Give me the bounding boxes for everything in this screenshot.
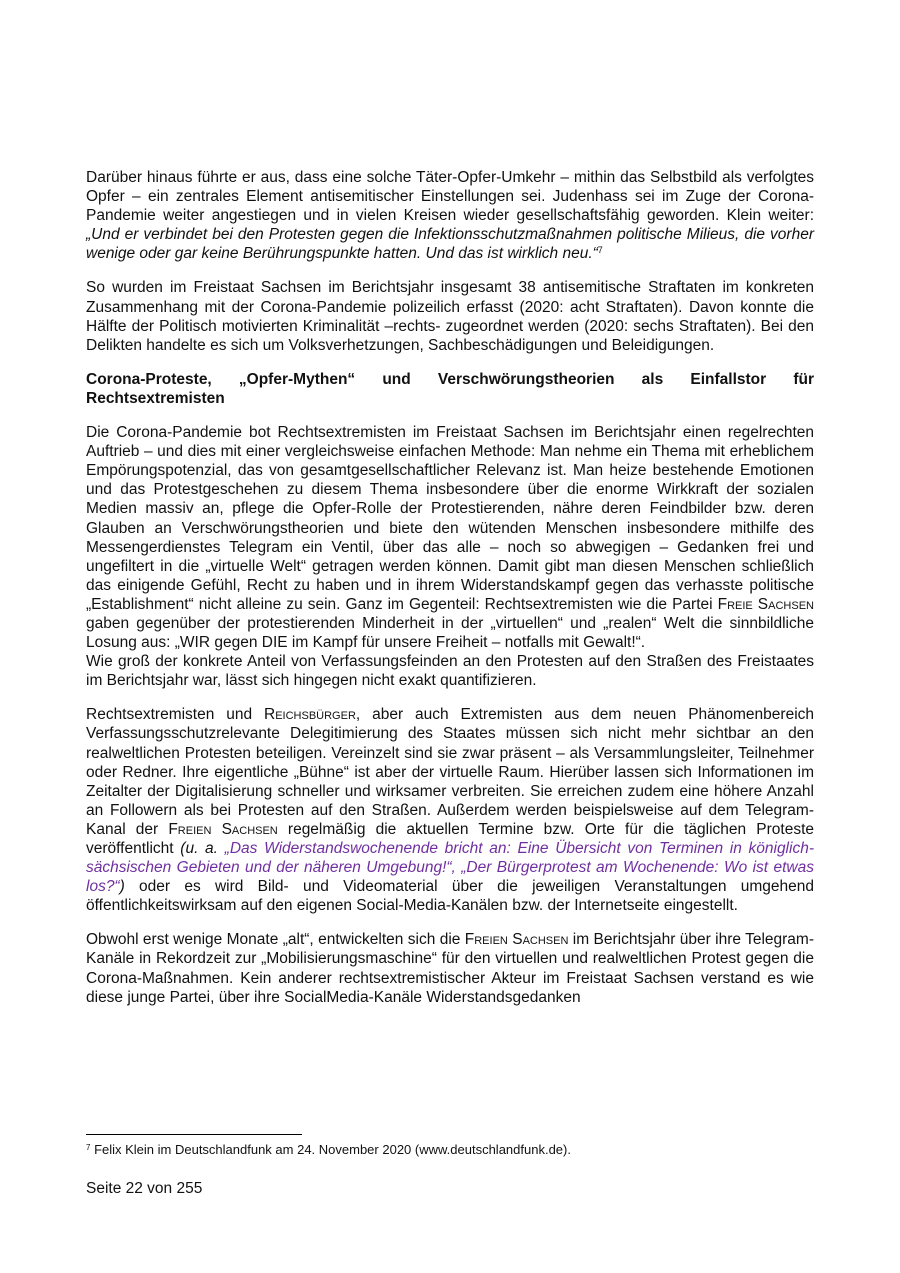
p5-paren-open: (u. a. [180,840,225,857]
p1-text: Darüber hinaus führte er aus, dass eine solche Täter-Opfer-Umkehr – mithin das Selbstbild als verfolgtes Opfer – ein zentrales Element antisemitischer Einstellungen sei. Judenhass sei im Zuge der Corona-Pandemie weiter angestiegen und in vielen Kreisen wieder gesellschaftsfähig geworden. Klein weiter: [86,169,814,225]
footnote [86,1142,814,1157]
p5-paren-close: ) [119,878,125,896]
paragraph-3 [86,423,814,652]
p6-text-a: Obwohl erst wenige Monate „alt“, entwickelten sich die [86,931,465,949]
p5-text-b: , aber auch Extremisten aus dem neuen Phänomenbereich Verfassungsschutzrelevante Delegitimierung des Staates müssen sich nicht mehr sichtbar an den realweltlichen Protesten beteiligen. Vereinzelt sind sie zwar präsent – als Versammlungsleiter, Teilnehmer oder Redner. Ihre eigentliche „Bühne“ ist aber der virtuelle Raum. Hierüber lassen sich Informationen im Zeitalter der Digitalisierung schneller und wirksamer verbreiten. Sie erreichen zudem eine höhere Anzahl an Followern als bei Protesten auf den Straßen. Außerdem werden beispielsweise auf dem Telegram-Kanal der [86,706,815,838]
paragraph-4: Wie groß der konkrete Anteil von Verfassungsfeinden an den Protesten auf den Straßen des Freistaates im Berichtsjahr war, lässt sich hingegen nicht exakt quantifizieren. [86,653,814,690]
party-name: Freie Sachsen [717,595,814,613]
footnote-number: 7 [86,1143,91,1152]
footnote-ref[interactable]: 7 [597,245,603,256]
p6-text-b: im Berichtsjahr über ihre Telegram-Kanäle in Rekordzeit zur „Mobilisierungsmaschine“ für den virtuellen und realweltlichen Protest gegen die Corona-Maßnahmen. Kein anderer rechtsextremistischer Akteur im Freistaat Sachsen verstand es wie diese junge Partei, über ihre SocialMedia-Kanäle Widerstandsgedanken [86,931,814,1006]
party-name: Freien Sachsen [464,931,569,949]
page-body [86,168,814,1022]
telegram-quotes: „Das Widerstandswochenende bricht an: Eine Übersicht von Terminen in königlich-sächsischen Gebieten und der näheren Umgebung!“, „Der Bürgerprotest am Wochenende: Wo ist etwas los?“ [86,840,814,896]
p5-text-a: Rechtsextremisten und [86,706,265,724]
paragraph-2: So wurden im Freistaat Sachsen im Berichtsjahr insgesamt 38 antisemitische Straftaten im konkreten Zusammenhang mit der Corona-Pandemie polizeilich erfasst (2020: acht Straftaten). Davon konnte die Hälfte der Politisch motivierten Kriminalität –rechts- zugeordnet werden (2020: sechs Straftaten). Bei den Delikten handelte es sich um Volksverhetzungen, Sachbeschädigungen und Beleidigungen. [86,279,814,354]
footnote-text: Felix Klein im Deutschlandfunk am 24. November 2020 (www.deutschlandfunk.de). [90,1142,571,1157]
p5-text-e: oder es wird Bild- und Videomaterial über die jeweiligen Veranstaltungen umgehend öffentlichkeitswirksam auf den eigenen Social-Media-Kanälen bzw. der Internetseite eingestellt. [86,878,814,915]
paragraph-1 [86,168,814,263]
footnote-divider [86,1134,302,1135]
paragraph-5 [86,705,814,915]
page-number: Seite 22 von 255 [86,1180,203,1197]
paragraph-6 [86,930,814,1006]
p3-text-b: gaben gegenüber der protestierenden Minderheit in der „virtuellen“ und „realen“ Welt die sinnbildliche Losung aus: „WIR gegen DIE im Kampf für unsere Freiheit – notfalls mit Gewalt!“. [86,614,814,652]
section-heading: Corona-Proteste, „Opfer-Mythen“ und Verschwörungstheorien als Einfallstor für Rechtsextremisten [86,370,814,407]
p3-text-a: Die Corona-Pandemie bot Rechtsextremisten im Freistaat Sachsen im Berichtsjahr einen regelrechten Auftrieb – und dies mit einer vergleichsweise einfachen Methode: Man nehme ein Thema mit erheblichem Empörungspotenzial, das von gesamtgesellschaftlicher Relevanz ist. Man heize bestehende Emotionen und das Protestgeschehen zu diesem Thema insbesondere über die enorme Wirkkraft der sozialen Medien massiv an, pflege die Opfer-Rolle der Protestierenden, nähre deren Feindbilder bzw. deren Glauben an Verschwörungstheorien und biete den wütenden Menschen insbesondere mithilfe des Messengerdienstes Telegram ein Ventil, über das alle – noch so abwegigen – Gedanken frei und ungefiltert in die „virtuelle Welt“ getragen werden können. Damit gibt man diesen Menschen schließlich das einigende Gefühl, Recht zu haben und in ihrem Widerstandskampf gegen das verhasste politische „Establishment“ nicht alleine zu sein. Ganz im Gegenteil: Rechtsextremisten wie die Partei [86,424,814,613]
party-name: Freien Sachsen [168,820,278,838]
reichsbuerger-term: Reichsbürger [264,706,356,724]
klein-quote: „Und er verbindet bei den Protesten gegen die Infektionsschutzmaßnahmen politische Milieus, die vorher wenige oder gar keine Berührungspunkte hatten. Und das ist wirklich neu.“ [86,226,814,263]
p5-text-c: regelmäßig die aktuellen Termine bzw. Orte für die täglichen Proteste veröffentlicht [86,820,815,857]
